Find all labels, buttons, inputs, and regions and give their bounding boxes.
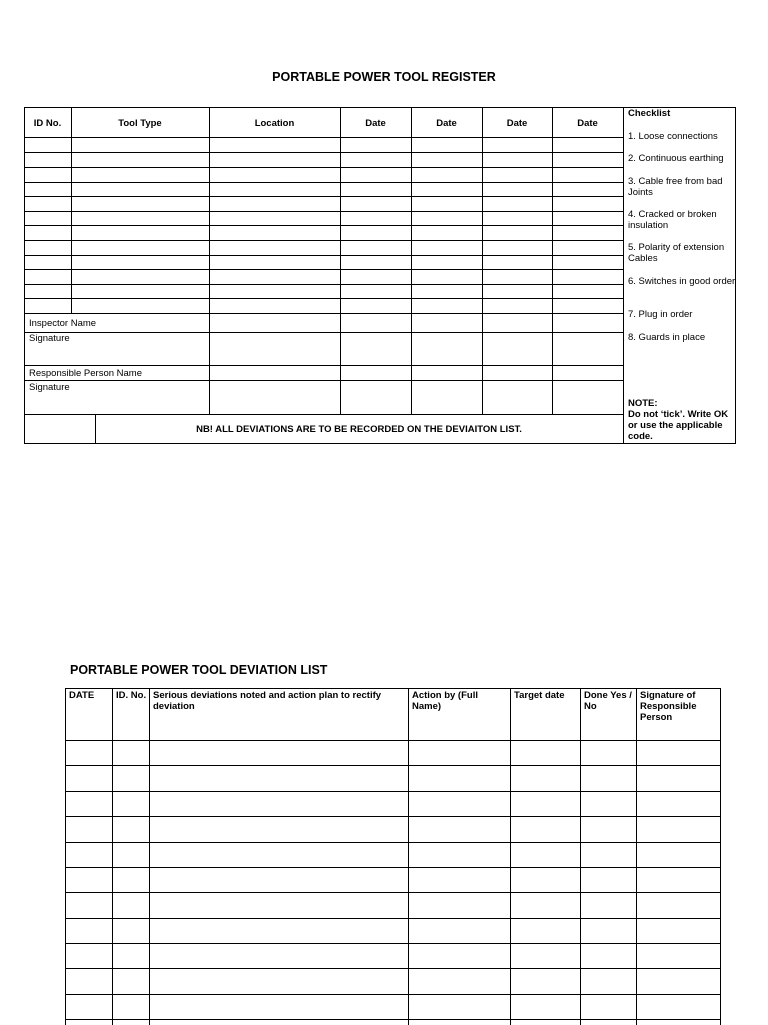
column-header: Action by (Full Name) [412,690,478,712]
grid-line [24,211,624,212]
note-heading: NOTE: [628,398,658,409]
grid-line [65,943,721,944]
checklist-item: 7. Plug in order [628,309,693,320]
note-text: Do not ‘tick’. Write OK or use the applicable code. [628,409,729,442]
grid-line [623,107,624,444]
checklist-item: 5. Polarity of extension Cables [628,242,725,264]
grid-line [24,225,624,226]
grid-line [24,313,624,314]
grid-line [24,107,25,444]
column-header: Serious deviations noted and action plan to rectify deviation [153,690,382,712]
grid-line [24,284,624,285]
checklist-item: 1. Loose connections [628,131,718,142]
signature-label: Signature [29,382,70,393]
register-title: PORTABLE POWER TOOL REGISTER [272,70,496,84]
grid-line [24,365,624,366]
column-header: Date [436,118,457,129]
grid-line [65,968,721,969]
grid-line [482,107,483,415]
footer-note: NB! ALL DEVIATIONS ARE TO BE RECORDED ON THE DEVIAITON LIST. [196,424,522,435]
checklist-item: 6. Switches in good order [628,276,736,287]
grid-line [552,107,553,415]
grid-line [510,688,511,1025]
grid-line [24,137,624,138]
grid-line [65,842,721,843]
grid-line [340,107,341,415]
checklist-heading: Checklist [628,108,671,119]
column-header: Signature of Responsible Person [640,690,697,723]
grid-line [65,867,721,868]
grid-line [65,918,721,919]
grid-line [65,892,721,893]
grid-line [24,167,624,168]
grid-line [24,240,624,241]
column-header: Date [365,118,386,129]
grid-line [112,688,113,1025]
column-header: Target date [514,690,565,701]
column-header: DATE [69,690,95,701]
column-header: ID. No. [116,690,147,701]
grid-line [24,332,624,333]
grid-line [65,994,721,995]
grid-line [580,688,581,1025]
grid-line [720,688,721,1025]
signature-label: Signature [29,333,70,344]
checklist-item: 3. Cable free from bad Joints [628,176,723,198]
grid-line [65,816,721,817]
grid-line [24,152,624,153]
grid-line [149,688,150,1025]
column-header: Done Yes / No [584,690,632,712]
deviation-title: PORTABLE POWER TOOL DEVIATION LIST [70,663,328,677]
grid-line [408,688,409,1025]
grid-line [24,182,624,183]
grid-line [24,443,736,444]
grid-line [65,688,721,689]
column-header: Location [254,118,295,129]
grid-line [24,255,624,256]
grid-line [636,688,637,1025]
inspector-name-label: Inspector Name [29,318,97,329]
responsible-person-label: Responsible Person Name [29,368,143,379]
column-header: Date [577,118,598,129]
checklist-item: 4. Cracked or broken insulation [628,209,717,231]
grid-line [24,414,624,415]
grid-line [209,107,210,415]
grid-line [411,107,412,415]
column-header: Tool Type [118,118,162,129]
checklist-item: 2. Continuous earthing [628,153,724,164]
grid-line [24,269,624,270]
grid-line [65,1019,721,1020]
column-header: ID No. [33,118,62,129]
grid-line [65,791,721,792]
grid-line [65,765,721,766]
grid-line [65,688,66,1025]
grid-line [71,107,72,314]
checklist-item: 8. Guards in place [628,332,706,343]
grid-line [24,298,624,299]
grid-line [65,740,721,741]
column-header: Date [506,118,528,129]
grid-line [24,380,624,381]
grid-line [24,196,624,197]
